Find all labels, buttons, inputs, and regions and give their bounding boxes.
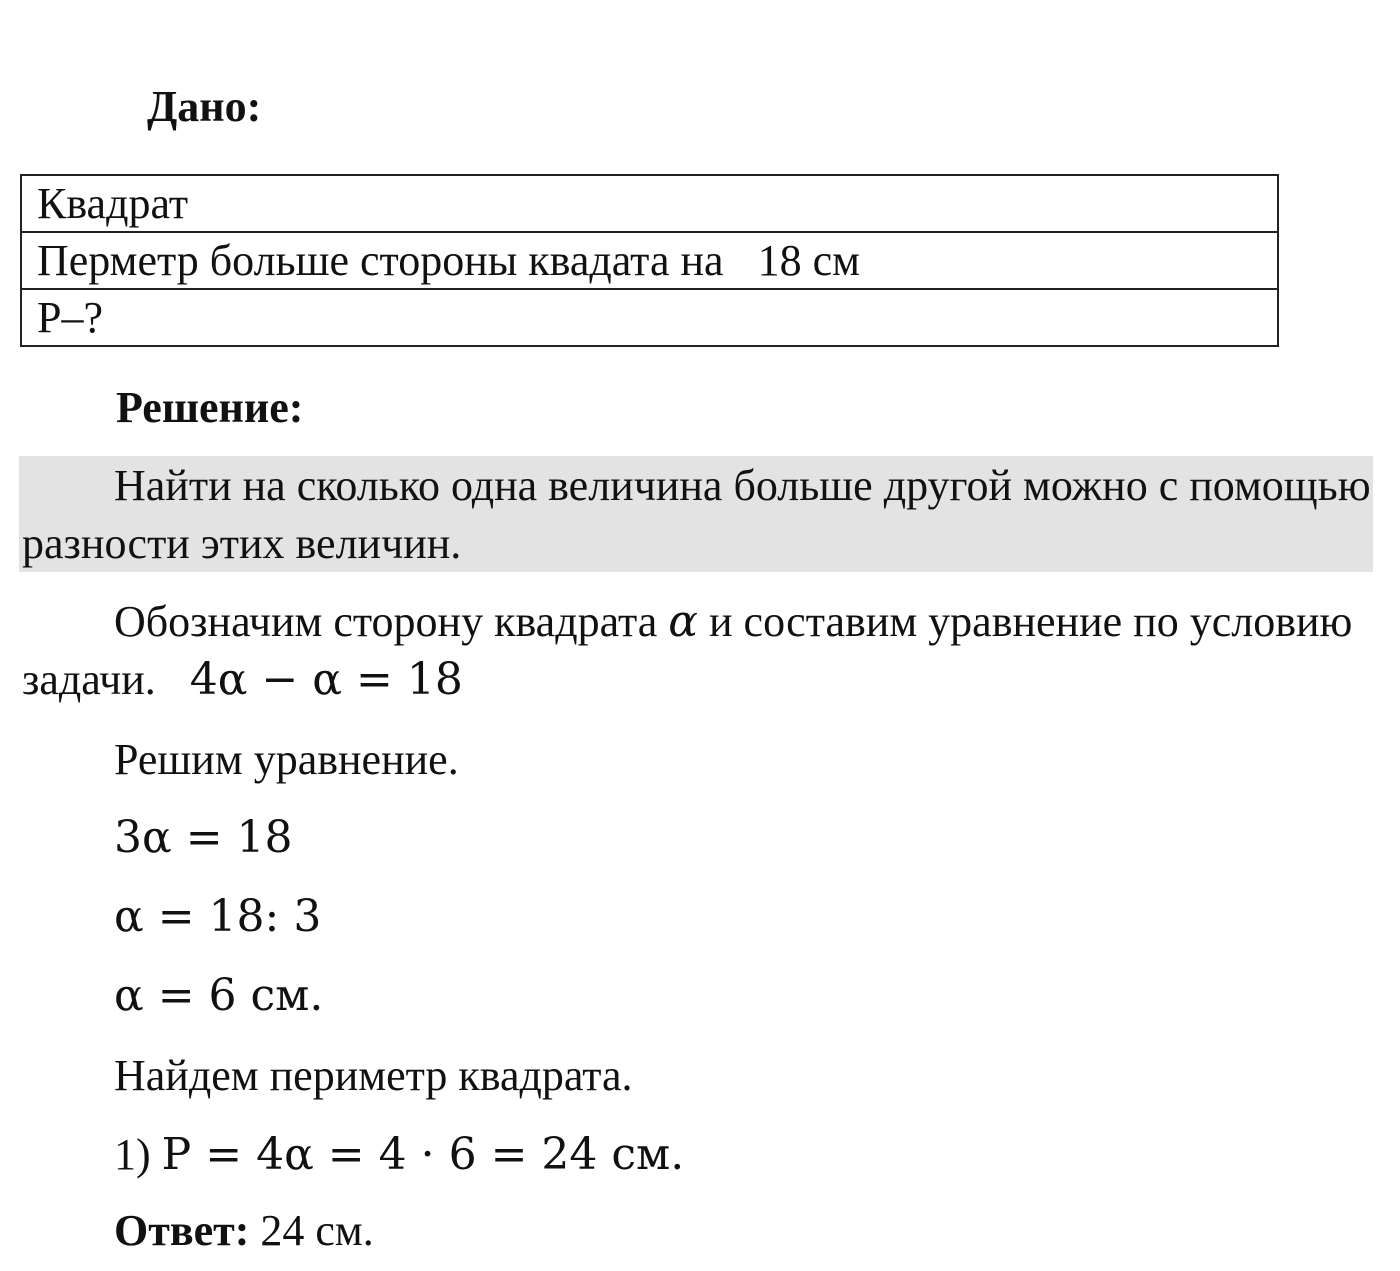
solution-paragraph-difference: Найти на сколько одна величина больше другой можно с помощью разности этих величин.: [22, 461, 1371, 568]
solution-paragraph-equation: [22, 593, 1372, 709]
given-table: [20, 174, 1279, 347]
variable-alpha: α: [668, 596, 698, 647]
equation-step-2: α = 18: 3: [114, 891, 322, 942]
answer-value: 24 см.: [260, 1206, 374, 1255]
given-cell-shape: [21, 175, 1278, 232]
given-condition-text: Перметр больше стороны квадата на: [37, 235, 724, 285]
given-cell-condition: [21, 232, 1278, 289]
given-condition-value: 18 см: [757, 235, 860, 285]
answer-line: [114, 1206, 374, 1255]
paragraph-text-before: Обозначим сторону квадрата: [114, 597, 658, 646]
equation-initial: 4α − α = 18: [189, 654, 463, 705]
table-row: [21, 232, 1278, 289]
decide-equation-text: Решим уравнение.: [114, 735, 459, 784]
find-perimeter-text: Найдем периметр квадрата.: [114, 1051, 633, 1100]
given-cell-question: [21, 289, 1278, 346]
given-question-text: Р–?: [37, 292, 103, 342]
answer-label: Ответ:: [114, 1206, 250, 1255]
perimeter-expression: Р = 4α = 4 · 6 = 24 см.: [161, 1129, 685, 1180]
equation-step-1: 3α = 18: [114, 812, 293, 863]
equation-step-3: α = 6 см.: [114, 970, 324, 1021]
paragraph-text-after: и составим уравнение по условию задачи.: [22, 597, 1353, 704]
step-number: 1): [114, 1130, 151, 1179]
given-shape-text: Квадрат: [37, 178, 189, 228]
table-row: [21, 175, 1278, 232]
perimeter-step: [114, 1129, 685, 1180]
solution-heading: Решение:: [116, 383, 304, 432]
given-heading: Дано:: [147, 82, 262, 131]
table-row: [21, 289, 1278, 346]
